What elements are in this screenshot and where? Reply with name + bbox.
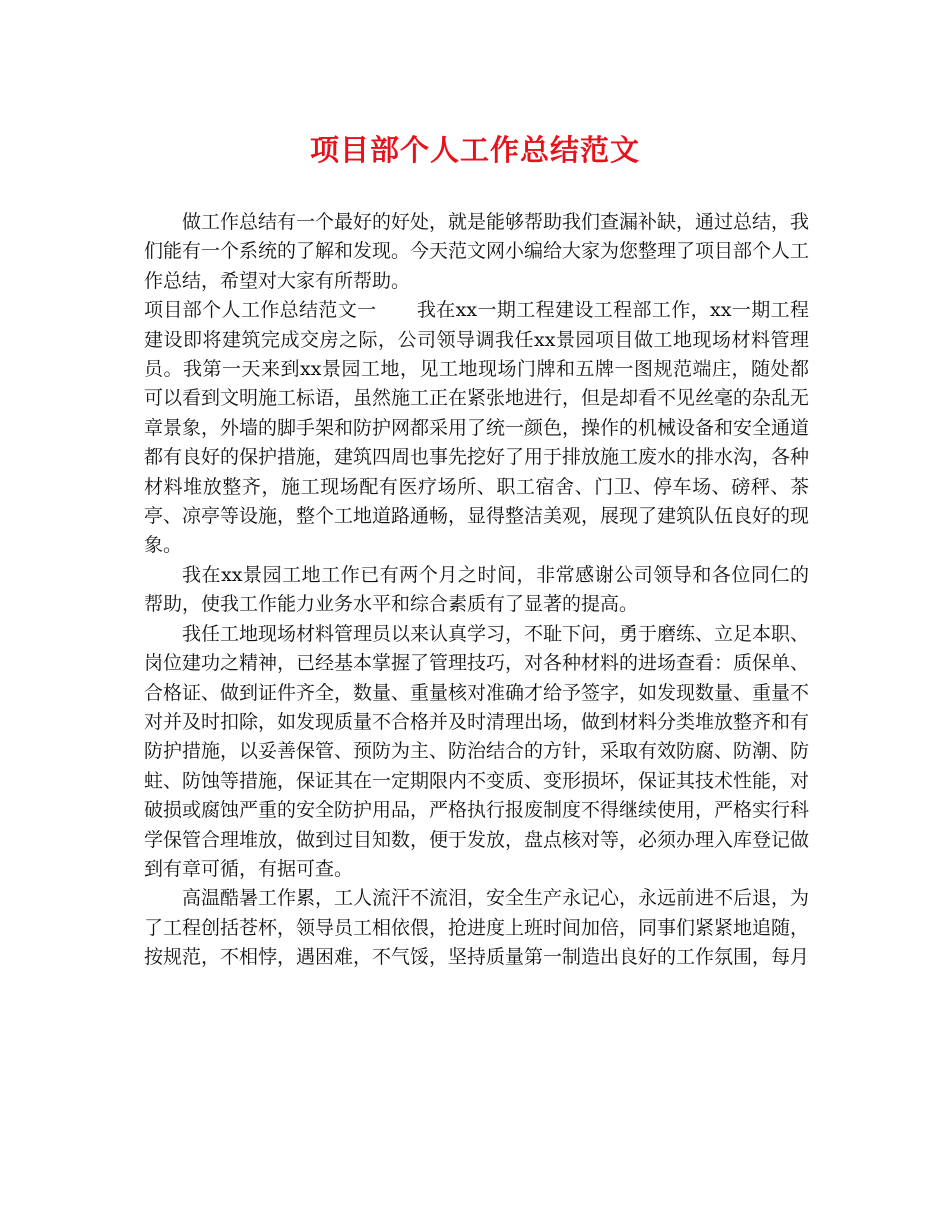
paragraph-3: 我在xx景园工地工作已有两个月之时间，非常感谢公司领导和各位同仁的帮助，使我工作能力业务水平和综合素质有了显著的提高。 xyxy=(144,563,809,616)
document-title: 项目部个人工作总结范文 xyxy=(309,133,640,167)
sample-heading: 项目部个人工作总结范文一 xyxy=(144,299,377,322)
paragraph-5: 高温酷暑工作累，工人流汗不流泪，安全生产永记心，永远前进不后退，为了工程创括苍杯，领导员工相依偎，抢进度上班时间加倍，同事们紧紧地追随，按规范，不相悖，遇困难，不气馁，坚持质量第一制造出良好的工作氛围，每月 xyxy=(144,887,810,969)
paragraph-intro: 做工作总结有一个最好的好处，就是能够帮助我们查漏补缺，通过总结，我们能有一个系统的了解和发现。今天范文网小编给大家为您整理了项目部个人工作总结，希望对大家有所帮助。 xyxy=(144,211,810,292)
paragraph-sample-one xyxy=(144,296,809,561)
paragraph-4: 我任工地现场材料管理员以来认真学习，不耻下问，勇于磨练、立足本职、岗位建功之精神，已经基本掌握了管理技巧，对各种材料的进场查看：质保单、合格证、做到证件齐全，数量、重量核对准确才给予签字，如发现数量、重量不对并及时扣除，如发现质量不合格并及时清理出场，做到材料分类堆放整齐和有防护措施，以妥善保管、预防为主、防治结合的方针，采取有效防腐、防潮、防蛀、防蚀等措施，保证其在一定期限内不变质、变形损坏，保证其技术性能，对破损或腐蚀严重的安全防护用品，严格执行报废制度不得继续使用，严格实行科学保管合理堆放，做到过目知数，便于发放，盘点核对等，必须办理入库登记做到有章可循，有据可查。 xyxy=(144,622,810,880)
document-body xyxy=(144,208,809,973)
sample-one-text: 我在xx一期工程建设工程部工作，xx一期工程建设即将建筑完成交房之际，公司领导调我任xx景园项目做工地现场材料管理员。我第一天来到xx景园工地，见工地现场门牌和五牌一图规范端庄，随处都可以看到文明施工标语，虽然施工正在紧张地进行，但是却看不见丝毫的杂乱无章景象，外墙的脚手架和防护网都采用了统一颜色，操作的机械设备和安全通道都有良好的保护措施，建筑四周也事先挖好了用于排放施工废水的排水沟，各种材料堆放整齐，施工现场配有医疗场所、职工宿舍、门卫、停车场、磅秤、茶亭、凉亭等设施，整个工地道路通畅，显得整洁美观，展现了建筑队伍良好的现象。 xyxy=(144,299,810,557)
